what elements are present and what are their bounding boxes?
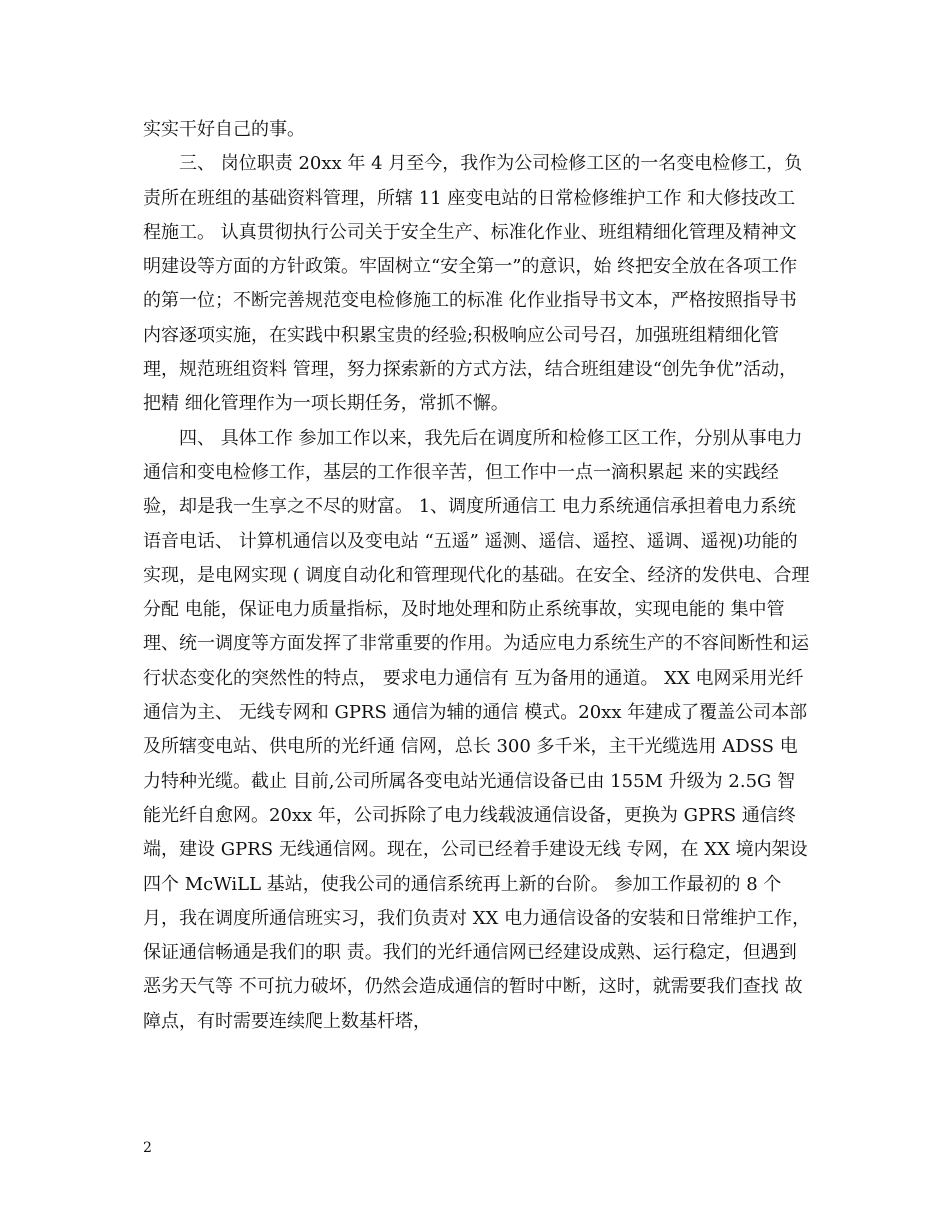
paragraph-job-duties: 三、 岗位职责 20xx 年 4 月至今，我作为公司检修工区的一名变电检修工，负 责所在班组的基础资料管理，所辖 11 座变电站的日常检修维护工作 和大修技改工程施工。 认真贯彻执行公司关于安全生产、标准化作业、班组精细化管理及精神文明建设等方面的方针政策。牢固树立“安全第一”的意识，始 终把安全放在各项工作的第一位；不断完善规范变电检修施工的标准 化作业指导书文本，严格按照指导书内容逐项实施，在实践中积累宝贵的经验;积极响应公司号召，加强班组精细化管理，规范班组资料 管理，努力探索新的方式方法，结合班组建设“创先争优”活动，把精 细化管理作为一项长期任务，常抓不懈。 [143,153,808,415]
document-body [143,113,813,1039]
paragraph-intro: 实实干好自己的事。 [143,119,305,140]
page-number: 2 [143,1140,152,1156]
paragraph-specific-work: 四、 具体工作 参加工作以来，我先后在调度所和检修工区工作，分别从事电力 通信和变电检修工作，基层的工作很辛苦，但工作中一点一滴积累起 来的实践经验，却是我一生享之不尽的财富。 1、调度所通信工 电力系统通信承担着电力系统语音电话、 计算机通信以及变电站 “五遥” 遥测、遥信、遥控、遥调、遥视)功能的实现，是电网实现 ( 调度自动化和管理现代化的基础。在安全、经济的发供电、合理分配 电能，保证电力质量指标，及时地处理和防止系统事故，实现电能的 集中管理、统一调度等方面发挥了非常重要的作用。为适应电力系统生产的不容间断性和运行状态变化的突然性的特点， 要求电力通信有 互为备用的通道。 XX 电网采用光纤通信为主、 无线专网和 GPRS 通信为辅的通信 模式。20xx 年建成了覆盖公司本部及所辖变电站、供电所的光纤通 信网，总长 300 多千米，主干光缆选用 ADSS 电力特种光缆。截止 目前,公司所属各变电站光通信设备已由 155M 升级为 2.5G 智能光纤自愈网。20xx 年，公司拆除了电力线载波通信设备，更换为 GPRS 通信终端，建设 GPRS 无线通信网。现在，公司已经着手建设无线 专网，在 XX 境内架设四个 McWiLL 基站，使我公司的通信系统再上新的台阶。 参加工作最初的 8 个月，我在调度所通信班实习，我们负责对 XX 电力通信设备的安装和日常维护工作，保证通信畅通是我们的职 责。我们的光纤通信网已经建设成熟、运行稳定，但遇到恶劣天气等 不可抗力破坏，仍然会造成通信的暂时中断，这时，就需要我们查找 故障点，有时需要连续爬上数基杆塔， [143,427,811,1032]
